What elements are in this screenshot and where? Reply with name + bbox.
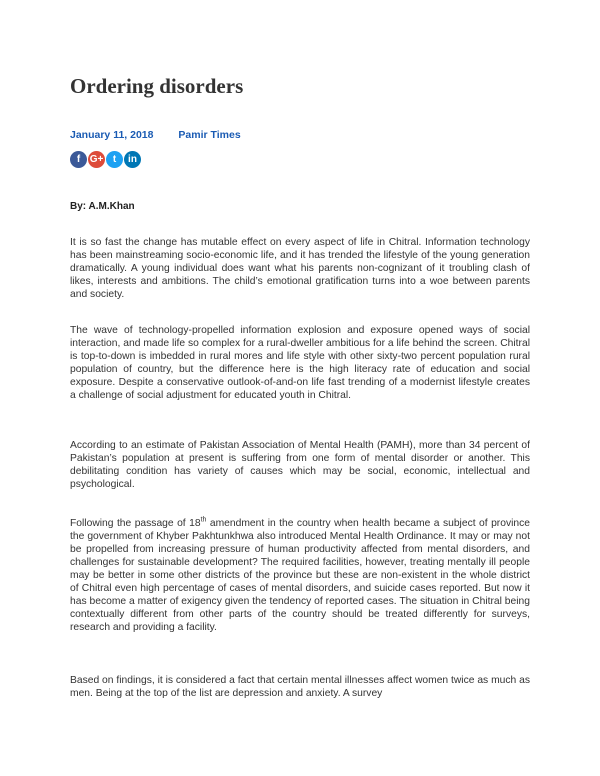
linkedin-icon[interactable]: in: [124, 151, 141, 168]
byline: By: A.M.Khan: [70, 201, 135, 212]
paragraph-5: Based on findings, it is considered a fact that certain mental illnesses affect women twice as much as men. Being at the top of the list are depression and anxiety. A survey: [70, 675, 530, 699]
article-title: Ordering disorders: [70, 74, 244, 98]
paragraph-2: The wave of technology-propelled information explosion and exposure opened ways of social interaction, and made life so complex for a rural-dweller ambitious for a life behind the screen. Chitral is top-to-down is imbedded in rural mores and life style with other sixty-two percent population rural population of country, but the difference here is the high literacy rate of education and social exposure. Despite a conservative outlook-of-and-on life fast trending of a modernist lifestyle creates a challenge of social adjustment for educated youth in Chitral.: [70, 325, 530, 401]
google-plus-icon[interactable]: G+: [88, 151, 105, 168]
article-date[interactable]: January 11, 2018: [70, 129, 154, 141]
article-source[interactable]: Pamir Times: [178, 129, 241, 141]
paragraph-4: [70, 517, 530, 634]
paragraph-4-rest: amendment in the country when health became a subject of province the government of Khyber Pakhtunkhwa also introduced Mental Health Ordinance. It may or may not be propelled from increasing pressure of human productivity affected from mental disorders, and challenges for sustainable development? The required facilities, however, treating mentally ill people may be better in some other districts of the province but these are non-existent in the whole district of Chitral even high percentage of cases of mental disorders, and suicide cases reported. But now it has become a matter of exigency given the tendency of reported cases. The situation in Chitral being contextually different from other parts of the country should be treated differently for surveys, research and providing a facility.: [70, 518, 530, 633]
paragraph-3: According to an estimate of Pakistan Association of Mental Health (PAMH), more than 34 percent of Pakistan’s population at present is suffering from one form of mental disorder or another. This debilitating condition has variety of causes which may be social, economic, intellectual and psychological.: [70, 440, 530, 490]
article-meta: [70, 129, 241, 141]
share-icons: [70, 151, 141, 168]
paragraph-4-start: Following the passage of 18: [70, 518, 201, 529]
paragraph-4-superscript: th: [200, 516, 207, 524]
twitter-icon[interactable]: t: [106, 151, 123, 168]
paragraph-1: It is so fast the change has mutable effect on every aspect of life in Chitral. Information technology has been mainstreaming socio-economic life, and it has trended the lifestyle of the young generation dramatically. A young individual does want what his parents non-cognizant of it troubling clash of likes, interests and ambitions. The child’s emotional gratification turns into a woe between parents and society.: [70, 237, 530, 300]
facebook-icon[interactable]: f: [70, 151, 87, 168]
